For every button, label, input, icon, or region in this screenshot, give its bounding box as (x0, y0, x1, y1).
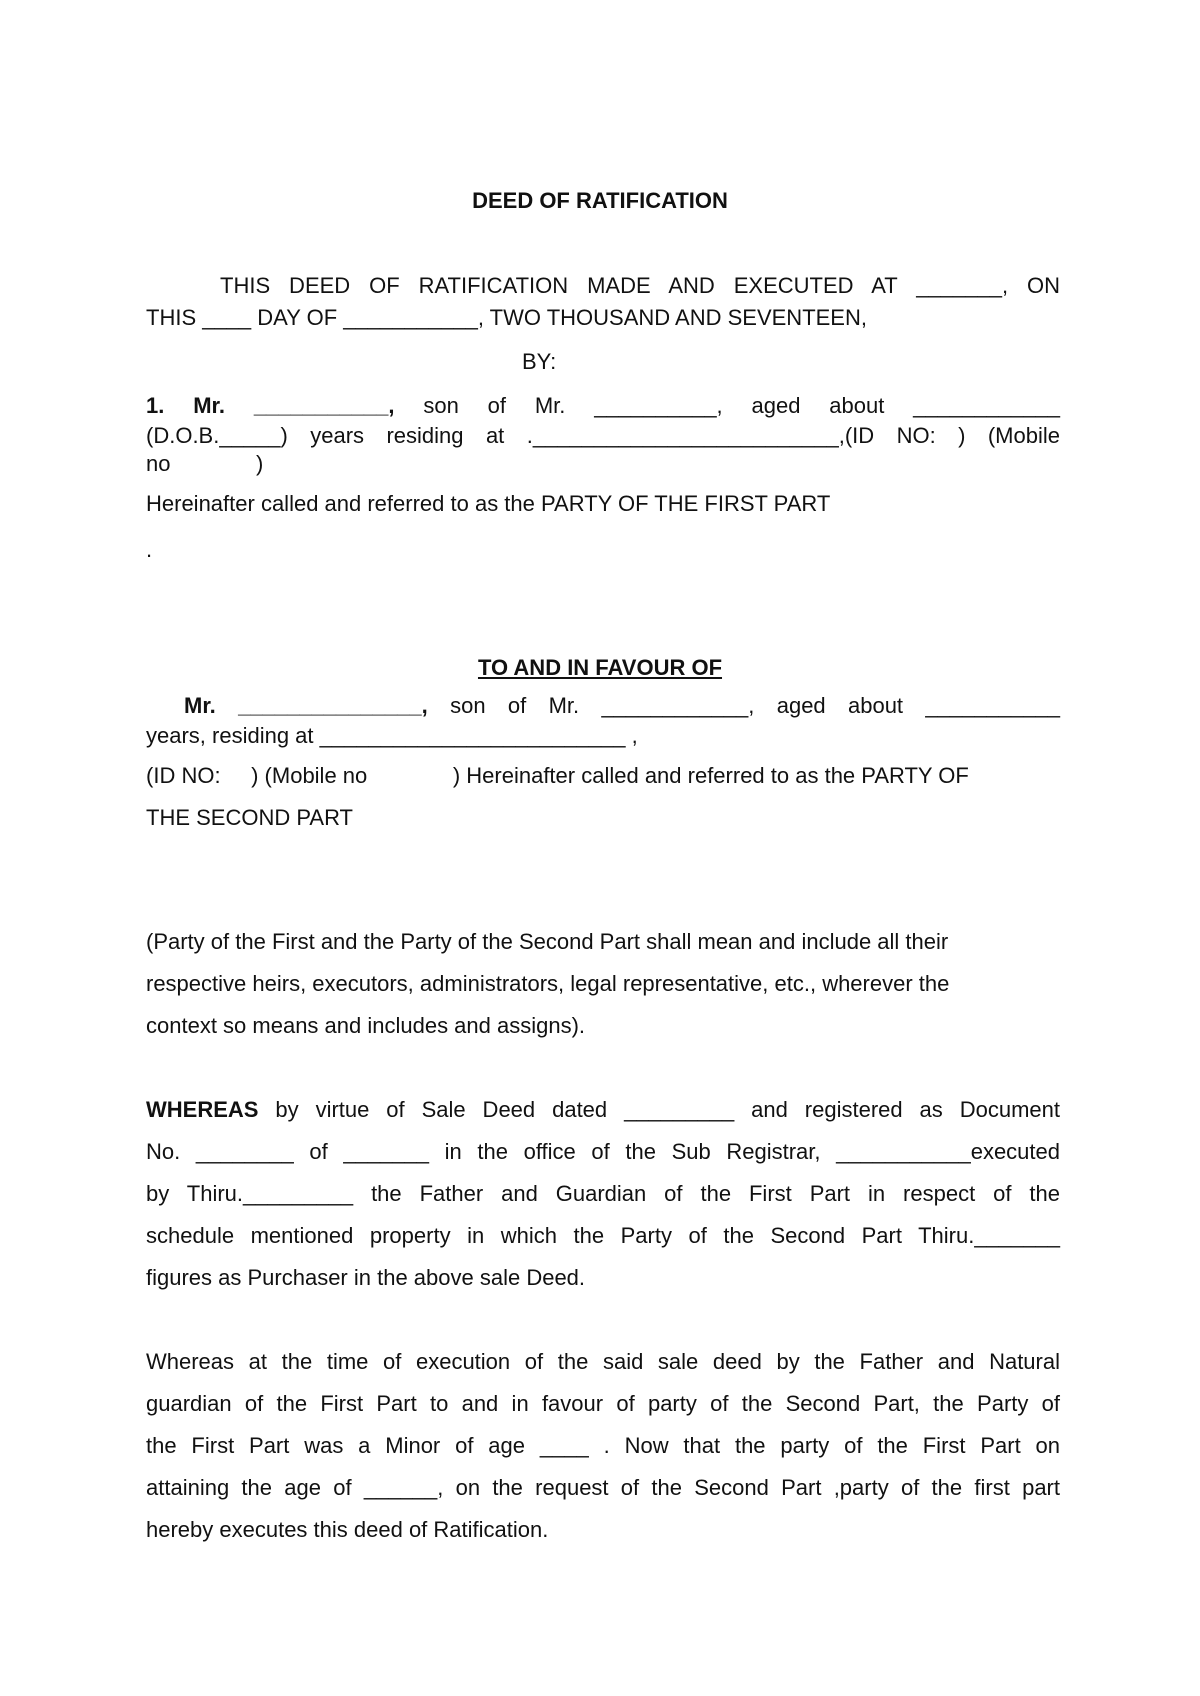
second-party-line-1 (184, 692, 1060, 720)
first-party-line-1 (146, 392, 1060, 420)
second-party-title: Mr. (184, 693, 216, 718)
first-party-line-5: . (146, 537, 153, 562)
whereas-2-line-5: hereby executes this deed of Ratification. (146, 1517, 549, 1542)
whereas-1-line-1-rest: by virtue of Sale Deed dated _________ and registered as Document (258, 1097, 1060, 1122)
first-party-name-blank: ___________, (253, 393, 395, 418)
party-number: 1. (146, 393, 165, 418)
second-party-line-3: (ID NO: ) (Mobile no ) Hereinafter called and referred to as the PARTY OF (146, 763, 969, 788)
first-party-line-3: no ) (146, 451, 264, 476)
intro-line-2: THIS ____ DAY OF ___________, TWO THOUSAND AND SEVENTEEN, (146, 305, 867, 330)
by-label: BY: (522, 349, 557, 374)
whereas-2-line-4: attaining the age of ______, on the request of the Second Part ,party of the first part (146, 1475, 1060, 1500)
intro-line-1: THIS DEED OF RATIFICATION MADE AND EXECUTED AT _______, ON (220, 273, 1060, 298)
definition-line-2: respective heirs, executors, administrators, legal representative, etc., wherever the (146, 971, 950, 996)
favour-heading: TO AND IN FAVOUR OF (477, 655, 723, 680)
definition-line-3: context so means and includes and assigns). (146, 1013, 586, 1038)
first-party-title: Mr. (193, 393, 225, 418)
second-party-line-4: THE SECOND PART (146, 805, 353, 830)
whereas-keyword: WHEREAS (146, 1097, 259, 1122)
first-party-line-1-rest: son of Mr. __________, aged about ____________ (423, 393, 1060, 418)
document-title: DEED OF RATIFICATION (472, 188, 728, 213)
whereas-2-line-3: the First Part was a Minor of age ____ . Now that the party of the First Part on (146, 1433, 1060, 1458)
whereas-1-line-4: schedule mentioned property in which the Party of the Second Part Thiru._______ (146, 1223, 1060, 1248)
second-party-line-1-rest: son of Mr. ____________, aged about ___________ (450, 693, 1060, 718)
definition-line-1: (Party of the First and the Party of the Second Part shall mean and include all their (146, 929, 949, 954)
first-party-line-4: Hereinafter called and referred to as the PARTY OF THE FIRST PART (146, 491, 831, 516)
whereas-1-line-5: figures as Purchaser in the above sale Deed. (146, 1265, 586, 1290)
whereas-1-line-3: by Thiru._________ the Father and Guardian of the First Part in respect of the (146, 1181, 1060, 1206)
whereas-2-line-1: Whereas at the time of execution of the said sale deed by the Father and Natural (146, 1349, 1060, 1374)
first-party-line-2: (D.O.B._____) years residing at ._________________________,(ID NO: ) (Mobile (146, 423, 1060, 448)
whereas-1-line-2: No. ________ of _______ in the office of the Sub Registrar, ___________executed (146, 1139, 1060, 1164)
second-party-line-2: years, residing at _________________________ , (146, 723, 638, 748)
second-party-name-blank: _______________, (238, 693, 428, 718)
whereas-2-line-2: guardian of the First Part to and in favour of party of the Second Part, the Party of (146, 1391, 1060, 1416)
whereas-1-line-1 (146, 1096, 1060, 1124)
